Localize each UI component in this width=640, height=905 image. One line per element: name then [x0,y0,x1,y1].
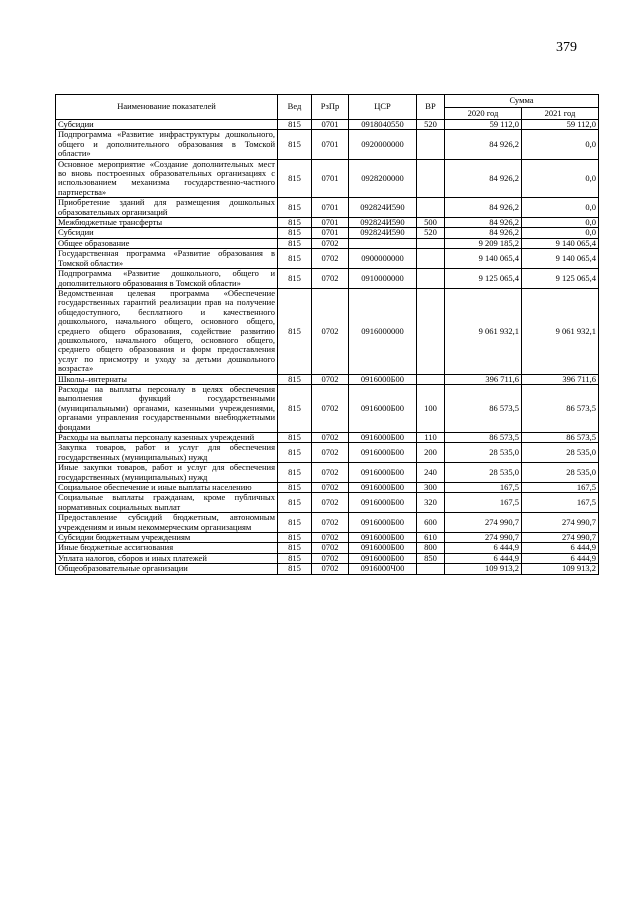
row-ved: 815 [278,198,312,218]
table-row [56,564,599,574]
row-2021: 28 535,0 [522,443,599,463]
row-ved: 815 [278,238,312,248]
row-csr [349,238,417,248]
row-2020: 84 926,2 [445,130,522,159]
row-csr: 0916000000 [349,288,417,374]
row-ved: 815 [278,433,312,443]
row-name: Иные бюджетные ассигнования [56,543,278,553]
row-vr [417,288,445,374]
page-number: 379 [556,40,577,55]
row-rzpr: 0702 [312,543,349,553]
row-2020: 84 926,2 [445,159,522,198]
row-2020: 109 913,2 [445,564,522,574]
row-ved: 815 [278,384,312,432]
table-row [56,384,599,432]
row-csr: 092824И590 [349,228,417,238]
row-ved: 815 [278,374,312,384]
row-name: Субсидии [56,228,278,238]
row-vr: 600 [417,513,445,533]
row-vr [417,374,445,384]
row-name: Уплата налогов, сборов и иных платежей [56,553,278,563]
row-2020: 86 573,5 [445,384,522,432]
table-row [56,238,599,248]
row-csr: 0916000Б00 [349,463,417,483]
row-2021: 9 140 065,4 [522,249,599,269]
row-csr: 0910000000 [349,269,417,289]
row-ved: 815 [278,564,312,574]
row-2020: 28 535,0 [445,443,522,463]
table-row [56,533,599,543]
row-2021: 9 061 932,1 [522,288,599,374]
budget-table [55,94,599,575]
row-rzpr: 0701 [312,228,349,238]
row-ved: 815 [278,533,312,543]
row-2020: 84 926,2 [445,198,522,218]
row-csr: 0920000000 [349,130,417,159]
row-rzpr: 0702 [312,249,349,269]
row-vr [417,564,445,574]
table-row [56,159,599,198]
row-rzpr: 0702 [312,564,349,574]
row-2021: 9 125 065,4 [522,269,599,289]
row-2021: 167,5 [522,483,599,493]
row-name: Школы–интернаты [56,374,278,384]
row-name: Предоставление субсидий бюджетным, автономным учреждениям и иным некоммерческим организациям [56,513,278,533]
row-2020: 9 140 065,4 [445,249,522,269]
row-2021: 9 140 065,4 [522,238,599,248]
row-ved: 815 [278,159,312,198]
row-vr [417,238,445,248]
row-name: Общее образование [56,238,278,248]
row-ved: 815 [278,483,312,493]
row-ved: 815 [278,228,312,238]
row-rzpr: 0702 [312,443,349,463]
row-vr [417,198,445,218]
row-name: Иные закупки товаров, работ и услуг для обеспечения государственных (муниципальных) нужд [56,463,278,483]
row-vr [417,130,445,159]
row-2021: 86 573,5 [522,433,599,443]
row-vr: 240 [417,463,445,483]
row-2021: 0,0 [522,198,599,218]
row-vr: 610 [417,533,445,543]
row-vr: 100 [417,384,445,432]
row-2020: 6 444,9 [445,543,522,553]
row-name: Подпрограмма «Развитие инфраструктуры дошкольного, общего и дополнительного образования в Томской области» [56,130,278,159]
row-rzpr: 0701 [312,218,349,228]
table-row [56,374,599,384]
table-row [56,443,599,463]
row-2021: 396 711,6 [522,374,599,384]
header-2020: 2020 год [445,107,522,120]
row-csr: 0916000Б00 [349,533,417,543]
row-ved: 815 [278,249,312,269]
row-2021: 86 573,5 [522,384,599,432]
row-vr: 300 [417,483,445,493]
row-2020: 274 990,7 [445,513,522,533]
row-2020: 9 209 185,2 [445,238,522,248]
row-ved: 815 [278,218,312,228]
row-2021: 0,0 [522,130,599,159]
table-row [56,130,599,159]
row-vr: 500 [417,218,445,228]
row-rzpr: 0702 [312,533,349,543]
row-2021: 274 990,7 [522,513,599,533]
row-name: Межбюджетные трансферты [56,218,278,228]
header-csr: ЦСР [349,95,417,120]
row-name: Основное мероприятие «Создание дополнительных мест во вновь построенных образовательных организациях с использованием механизма государственно-частного партнерства» [56,159,278,198]
row-2021: 0,0 [522,228,599,238]
row-ved: 815 [278,463,312,483]
row-ved: 815 [278,513,312,533]
row-2020: 84 926,2 [445,218,522,228]
row-vr: 320 [417,493,445,513]
row-ved: 815 [278,269,312,289]
table-row [56,433,599,443]
row-csr: 0928200000 [349,159,417,198]
row-2021: 109 913,2 [522,564,599,574]
row-name: Расходы на выплаты персоналу казенных учреждений [56,433,278,443]
row-2021: 0,0 [522,218,599,228]
table-row [56,120,599,130]
row-2021: 6 444,9 [522,543,599,553]
row-rzpr: 0702 [312,238,349,248]
table-row [56,493,599,513]
table-row [56,249,599,269]
row-2020: 59 112,0 [445,120,522,130]
row-2021: 28 535,0 [522,463,599,483]
row-rzpr: 0701 [312,159,349,198]
header-sum: Сумма [445,95,599,108]
row-2020: 396 711,6 [445,374,522,384]
row-2021: 167,5 [522,493,599,513]
table-row [56,288,599,374]
row-rzpr: 0702 [312,463,349,483]
row-2021: 59 112,0 [522,120,599,130]
row-csr: 0916000Б00 [349,433,417,443]
row-2020: 84 926,2 [445,228,522,238]
row-2020: 86 573,5 [445,433,522,443]
header-vr: ВР [417,95,445,120]
row-rzpr: 0702 [312,374,349,384]
row-vr: 520 [417,120,445,130]
row-rzpr: 0701 [312,130,349,159]
row-name: Расходы на выплаты персоналу в целях обеспечения выполнения функций государственными (муниципальными) органами, казенными учреждениями, органами управления государственными внебюджетными фондами [56,384,278,432]
row-2021: 6 444,9 [522,553,599,563]
row-ved: 815 [278,553,312,563]
row-name: Социальные выплаты гражданам, кроме публичных нормативных социальных выплат [56,493,278,513]
row-2020: 9 061 932,1 [445,288,522,374]
row-csr: 0916000Б00 [349,493,417,513]
row-name: Приобретение зданий для размещения дошкольных образовательных организаций [56,198,278,218]
row-ved: 815 [278,120,312,130]
row-2020: 167,5 [445,483,522,493]
table-row [56,463,599,483]
table-row [56,513,599,533]
row-rzpr: 0702 [312,513,349,533]
table-row [56,269,599,289]
header-name: Наименование показателей [56,95,278,120]
row-2020: 9 125 065,4 [445,269,522,289]
row-vr: 850 [417,553,445,563]
row-csr: 0916000Б00 [349,483,417,493]
row-2020: 6 444,9 [445,553,522,563]
row-csr: 0916000Б00 [349,553,417,563]
row-2020: 28 535,0 [445,463,522,483]
header-ved: Вед [278,95,312,120]
table-row [56,483,599,493]
row-name: Субсидии [56,120,278,130]
row-ved: 815 [278,543,312,553]
row-rzpr: 0702 [312,269,349,289]
row-name: Ведомственная целевая программа «Обеспечение государственных гарантий реализации прав на получение общедоступного, бесплатного и качественного дошкольного, начального общего, основного общего, среднего общего образования, содействие развитию дошкольного, начального общего, основного общего, среднего общего образования и форм предоставления услуг по присмотру и уходу за детьми дошкольного возраста» [56,288,278,374]
row-csr: 0916000Б00 [349,443,417,463]
row-csr: 0916000Б00 [349,513,417,533]
row-vr [417,249,445,269]
row-name: Подпрограмма «Развитие дошкольного, общего и дополнительного образования в Томской области» [56,269,278,289]
row-2020: 274 990,7 [445,533,522,543]
row-rzpr: 0702 [312,483,349,493]
header-rzpr: РзПр [312,95,349,120]
row-vr [417,159,445,198]
row-csr: 092824И590 [349,218,417,228]
row-csr: 092824И590 [349,198,417,218]
table-row [56,228,599,238]
table-row [56,553,599,563]
row-2021: 0,0 [522,159,599,198]
row-csr: 0918040550 [349,120,417,130]
row-csr: 0916000Б00 [349,384,417,432]
row-ved: 815 [278,443,312,463]
row-rzpr: 0701 [312,198,349,218]
row-csr: 0916000Б00 [349,374,417,384]
row-vr: 520 [417,228,445,238]
row-2020: 167,5 [445,493,522,513]
row-vr [417,269,445,289]
row-rzpr: 0702 [312,553,349,563]
row-name: Общеобразовательные организации [56,564,278,574]
row-rzpr: 0702 [312,433,349,443]
row-name: Закупка товаров, работ и услуг для обеспечения государственных (муниципальных) нужд [56,443,278,463]
row-name: Субсидии бюджетным учреждениям [56,533,278,543]
row-ved: 815 [278,493,312,513]
row-csr: 0916000Б00 [349,543,417,553]
row-rzpr: 0702 [312,493,349,513]
table-row [56,218,599,228]
row-rzpr: 0702 [312,384,349,432]
row-ved: 815 [278,288,312,374]
row-rzpr: 0701 [312,120,349,130]
row-rzpr: 0702 [312,288,349,374]
header-2021: 2021 год [522,107,599,120]
row-vr: 800 [417,543,445,553]
row-vr: 110 [417,433,445,443]
row-csr: 0916000Ч00 [349,564,417,574]
row-vr: 200 [417,443,445,463]
row-ved: 815 [278,130,312,159]
row-name: Социальное обеспечение и иные выплаты населению [56,483,278,493]
table-row [56,543,599,553]
table-row [56,198,599,218]
row-csr: 0900000000 [349,249,417,269]
row-name: Государственная программа «Развитие образования в Томской области» [56,249,278,269]
row-2021: 274 990,7 [522,533,599,543]
